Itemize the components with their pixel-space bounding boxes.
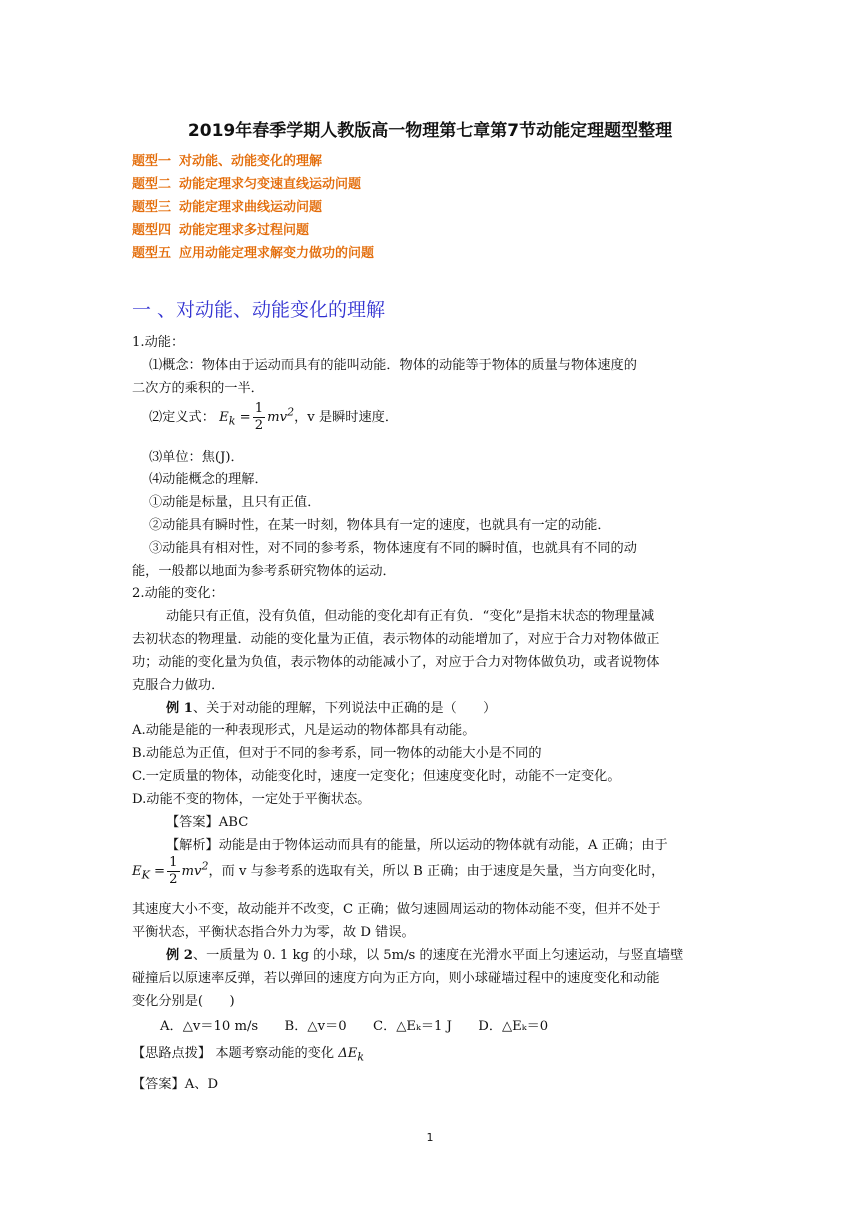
- document-title: 2019年春季学期人教版高一物理第七章第7节动能定理题型整理: [187, 121, 673, 141]
- fraction: $\frac{1}{2}$: [169, 855, 178, 887]
- example-2-options: A．△v＝10 m/s B．△v＝0 C．△Eₖ＝1 J D．△Eₖ＝0: [160, 1019, 549, 1034]
- paragraph-line: 克服合力做功．: [132, 678, 225, 693]
- toc-item[interactable]: 题型一 对动能、动能变化的理解: [132, 154, 323, 169]
- toc-item[interactable]: 题型二 动能定理求匀变速直线运动问题: [132, 177, 362, 192]
- example-1-question: 例 1、关于对动能的理解，下列说法中正确的是（ ）: [166, 701, 497, 716]
- section-heading: 一 、对动能、动能变化的理解: [132, 299, 386, 321]
- paragraph-line: ①动能是标量，且只有正值．: [149, 495, 321, 510]
- hint-line: 【思路点拨】 本题考察动能的变化 $\Delta E_k$: [132, 1046, 365, 1064]
- paragraph-line: ③动能具有相对性，对不同的参考系，物体速度有不同的瞬时值，也就具有不同的动: [149, 541, 637, 556]
- option-b: B.动能总为正值，但对于不同的参考系，同一物体的动能大小是不同的: [132, 746, 542, 761]
- formula-line: ⑵定义式： $E_k$ = $\frac{1}{2}$ $mv^2$，v 是瞬时速度．: [149, 401, 399, 433]
- paragraph-line: 去初状态的物理量．动能的变化量为正值，表示物体的动能增加了，对应于合力对物体做正: [132, 632, 660, 647]
- paragraph-line: 1.动能：: [132, 335, 185, 350]
- explanation-line: 【解析】动能是由于物体运动而具有的能量，所以运动的物体就有动能，A 正确；由于: [166, 838, 668, 853]
- paragraph-line: ⑷动能概念的理解．: [149, 472, 268, 487]
- paragraph-line: ⑶单位：焦(J)．: [149, 450, 244, 465]
- option-a: A.动能是能的一种表现形式，凡是运动的物体都具有动能。: [132, 723, 476, 738]
- kinetic-energy-formula: $E_K$ = $\frac{1}{2}$ $mv^2$: [132, 855, 209, 887]
- paragraph-line: 2.动能的变化：: [132, 586, 224, 601]
- fraction: $\frac{1}{2}$: [254, 401, 264, 433]
- page-number: 1: [426, 1131, 434, 1144]
- kinetic-energy-formula: $E_k$ = $\frac{1}{2}$ $mv^2$: [219, 401, 295, 433]
- toc-item[interactable]: 题型五 应用动能定理求解变力做功的问题: [132, 246, 375, 261]
- paragraph-line: 能，一般都以地面为参考系研究物体的运动．: [132, 564, 396, 579]
- paragraph-line: 碰撞后以原速率反弹，若以弹回的速度方向为正方向，则小球碰墙过程中的速度变化和动能: [132, 971, 660, 986]
- example-2-question: 例 2、一质量为 0. 1 kg 的小球，以 5m/s 的速度在光滑水平面上匀速运动，与竖直墙壁: [166, 948, 684, 963]
- paragraph-line: ⑴概念：物体由于运动而具有的能叫动能．物体的动能等于物体的质量与物体速度的: [149, 358, 637, 373]
- toc-item[interactable]: 题型三 动能定理求曲线运动问题: [132, 200, 323, 215]
- paragraph-line: 变化分别是( ): [132, 994, 235, 1009]
- option-d: D.动能不变的物体，一定处于平衡状态。: [132, 792, 371, 807]
- toc-item[interactable]: 题型四 动能定理求多过程问题: [132, 223, 310, 238]
- paragraph-line: ②动能具有瞬时性，在某一时刻，物体具有一定的速度，也就具有一定的动能．: [149, 518, 611, 533]
- answer-line: 【答案】ABC: [166, 815, 249, 830]
- paragraph-line: 动能只有正值，没有负值，但动能的变化却有正有负．“变化”是指末状态的物理量减: [166, 609, 655, 624]
- explanation-formula-line: $E_K$ = $\frac{1}{2}$ $mv^2$，而 v 与参考系的选取有关，所以 B 正确；由于速度是矢量，当方向变化时，: [132, 855, 665, 887]
- answer-line: 【答案】A、D: [132, 1077, 219, 1092]
- option-c: C.一定质量的物体，动能变化时，速度一定变化；但速度变化时，动能不一定变化。: [132, 769, 621, 784]
- paragraph-line: 功；动能的变化量为负值，表示物体的动能减小了，对应于合力对物体做负功，或者说物体: [132, 655, 660, 670]
- explanation-line: 其速度大小不变，故动能并不改变，C 正确；做匀速圆周运动的物体动能不变，但并不处于: [132, 902, 661, 917]
- question-type-list: [132, 150, 374, 265]
- paragraph-line: 二次方的乘积的一半．: [132, 381, 264, 396]
- explanation-line: 平衡状态，平衡状态指合外力为零，故 D 错误。: [132, 925, 415, 940]
